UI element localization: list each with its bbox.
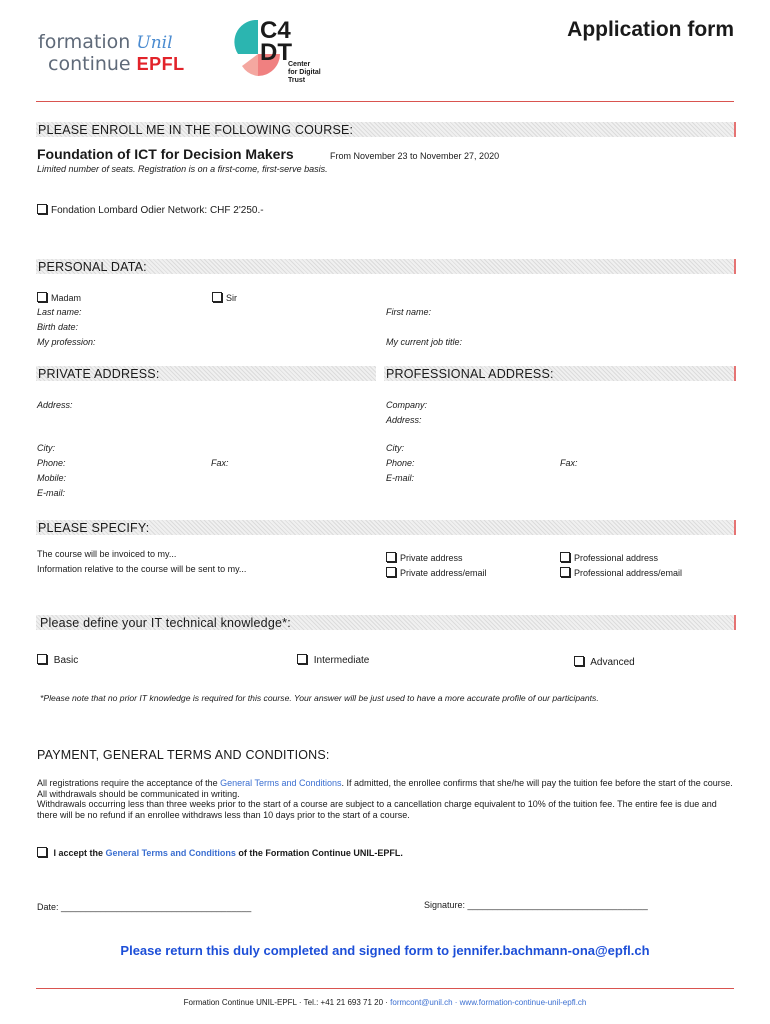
pro-address-field[interactable]: Address:	[386, 415, 422, 425]
logo-continue-text: continue	[48, 53, 131, 75]
c4dt-line2: DT	[260, 39, 292, 66]
logo-formation-text: formation	[38, 31, 131, 53]
pro-phone-field[interactable]: Phone:	[386, 458, 415, 468]
private-fax-field[interactable]: Fax:	[211, 458, 229, 468]
c4dt-logo-graphic	[228, 14, 348, 86]
specify-header: PLEASE SPECIFY:	[38, 521, 150, 535]
info-private-option[interactable]	[386, 567, 487, 578]
terms-header: PAYMENT, GENERAL TERMS AND CONDITIONS:	[37, 748, 330, 762]
network-checkbox[interactable]	[37, 204, 47, 214]
profession-field[interactable]: My profession:	[37, 337, 96, 347]
sir-checkbox[interactable]	[212, 292, 222, 302]
date-field[interactable]: Date: ______________________________________	[37, 902, 252, 912]
footer	[0, 998, 770, 1007]
footer-contact: Formation Continue UNIL-EPFL · Tel.: +41 21 693 71 20 ·	[183, 998, 391, 1007]
top-divider	[36, 101, 734, 102]
private-city-field[interactable]: City:	[37, 443, 55, 453]
accept-terms-checkbox[interactable]	[37, 847, 47, 857]
private-email-field[interactable]: E-mail:	[37, 488, 66, 498]
sir-label: Sir	[226, 293, 237, 303]
invoice-private-label: Private address	[400, 553, 463, 563]
company-field[interactable]: Company:	[386, 400, 428, 410]
basic-checkbox[interactable]	[37, 654, 47, 664]
c4dt-logo	[228, 14, 348, 86]
invoice-pro-option[interactable]	[560, 552, 658, 563]
accept-text-start: I accept the	[53, 848, 106, 858]
advanced-checkbox[interactable]	[574, 656, 584, 666]
c4dt-sub2: for Digital	[288, 69, 321, 76]
network-option-label: Fondation Lombard Odier Network: CHF 2'250.-	[51, 205, 264, 216]
footer-separator: ·	[452, 998, 460, 1007]
terms-paragraph-3: Withdrawals occurring less than three weeks prior to the start of a course are subject to a cancellation charge equivalent to 10% of the tuition fee. The entire fee is due and there will be no refund if an enrollee withdraws less than 10 days prior to the start of a course.	[37, 799, 717, 820]
pro-fax-field[interactable]: Fax:	[560, 458, 578, 468]
invoice-private-checkbox[interactable]	[386, 552, 396, 562]
private-address-field[interactable]: Address:	[37, 400, 73, 410]
intermediate-checkbox[interactable]	[297, 654, 307, 664]
info-pro-checkbox[interactable]	[560, 567, 570, 577]
logo-epfl-text: EPFL	[136, 54, 185, 74]
private-mobile-field[interactable]: Mobile:	[37, 473, 67, 483]
advanced-label: Advanced	[590, 657, 635, 668]
terms-body	[37, 778, 737, 820]
professional-header: PROFESSIONAL ADDRESS:	[386, 367, 554, 381]
last-name-field[interactable]: Last name:	[37, 307, 82, 317]
signature-field[interactable]: Signature: ____________________________________	[424, 900, 648, 910]
private-header: PRIVATE ADDRESS:	[38, 367, 160, 381]
network-option[interactable]	[37, 204, 264, 216]
intermediate-option[interactable]	[297, 654, 369, 666]
pro-email-field[interactable]: E-mail:	[386, 473, 415, 483]
terms-paragraph-1	[37, 778, 737, 789]
return-instruction: Please return this duly completed and signed form to jennifer.bachmann-ona@epfl.ch	[120, 943, 650, 958]
info-pro-option[interactable]	[560, 567, 682, 578]
course-title: Foundation of ICT for Decision Makers	[37, 146, 294, 162]
madam-label: Madam	[51, 293, 82, 303]
info-pro-label: Professional address/email	[574, 568, 683, 578]
bottom-divider	[36, 988, 734, 989]
invoice-label: The course will be invoiced to my...	[37, 549, 177, 559]
seats-note: Limited number of seats. Registration is on a first-come, first-serve basis.	[37, 164, 328, 174]
info-private-checkbox[interactable]	[386, 567, 396, 577]
birth-date-field[interactable]: Birth date:	[37, 322, 79, 332]
c4dt-sub1: Center	[288, 61, 311, 68]
accept-terms-option[interactable]	[37, 847, 403, 858]
footer-email-link[interactable]: formcont@unil.ch	[390, 998, 453, 1007]
first-name-field[interactable]: First name:	[386, 307, 432, 317]
course-dates: From November 23 to November 27, 2020	[330, 151, 500, 161]
info-private-label: Private address/email	[400, 568, 487, 578]
formation-continue-logo	[38, 32, 185, 75]
invoice-private-option[interactable]	[386, 552, 463, 563]
c4dt-sub3: Trust	[288, 77, 306, 84]
terms-p1-start: All registrations require the acceptance of the	[37, 778, 221, 788]
advanced-option[interactable]	[574, 656, 635, 668]
logo-unil-text: Unil	[136, 33, 173, 53]
enroll-header: PLEASE ENROLL ME IN THE FOLLOWING COURSE:	[38, 123, 354, 137]
knowledge-header: Please define your IT technical knowledge*:	[40, 616, 291, 630]
invoice-pro-checkbox[interactable]	[560, 552, 570, 562]
c4dt-line1: C4	[260, 17, 291, 44]
info-label: Information relative to the course will be sent to my...	[37, 564, 247, 574]
accept-text-end: of the Formation Continue UNIL-EPFL.	[235, 848, 403, 858]
personal-header: PERSONAL DATA:	[38, 260, 147, 274]
intermediate-label: Intermediate	[313, 655, 370, 666]
sir-option[interactable]	[212, 292, 237, 303]
basic-option[interactable]	[37, 654, 78, 666]
footer-web-link[interactable]: www.formation-continue-unil-epfl.ch	[459, 998, 587, 1007]
terms-paragraph-2: All withdrawals should be communicated in writing.	[37, 788, 240, 799]
private-phone-field[interactable]: Phone:	[37, 458, 66, 468]
pro-city-field[interactable]: City:	[386, 443, 404, 453]
basic-label: Basic	[53, 655, 79, 666]
page-title: Application form	[567, 18, 734, 41]
knowledge-note: *Please note that no prior IT knowledge is required for this course. Your answer will be just used to have a more accurate profile of our participants.	[40, 693, 599, 703]
invoice-pro-label: Professional address	[574, 553, 659, 563]
job-title-field[interactable]: My current job title:	[386, 337, 463, 347]
madam-option[interactable]	[37, 292, 81, 303]
accept-terms-link[interactable]: General Terms and Conditions	[105, 848, 236, 858]
madam-checkbox[interactable]	[37, 292, 47, 302]
terms-link[interactable]: General Terms and Conditions	[220, 778, 342, 788]
terms-p1-end: . If admitted, the enrollee confirms that she/he will pay the tuition fee before the start of the course.	[341, 778, 733, 788]
